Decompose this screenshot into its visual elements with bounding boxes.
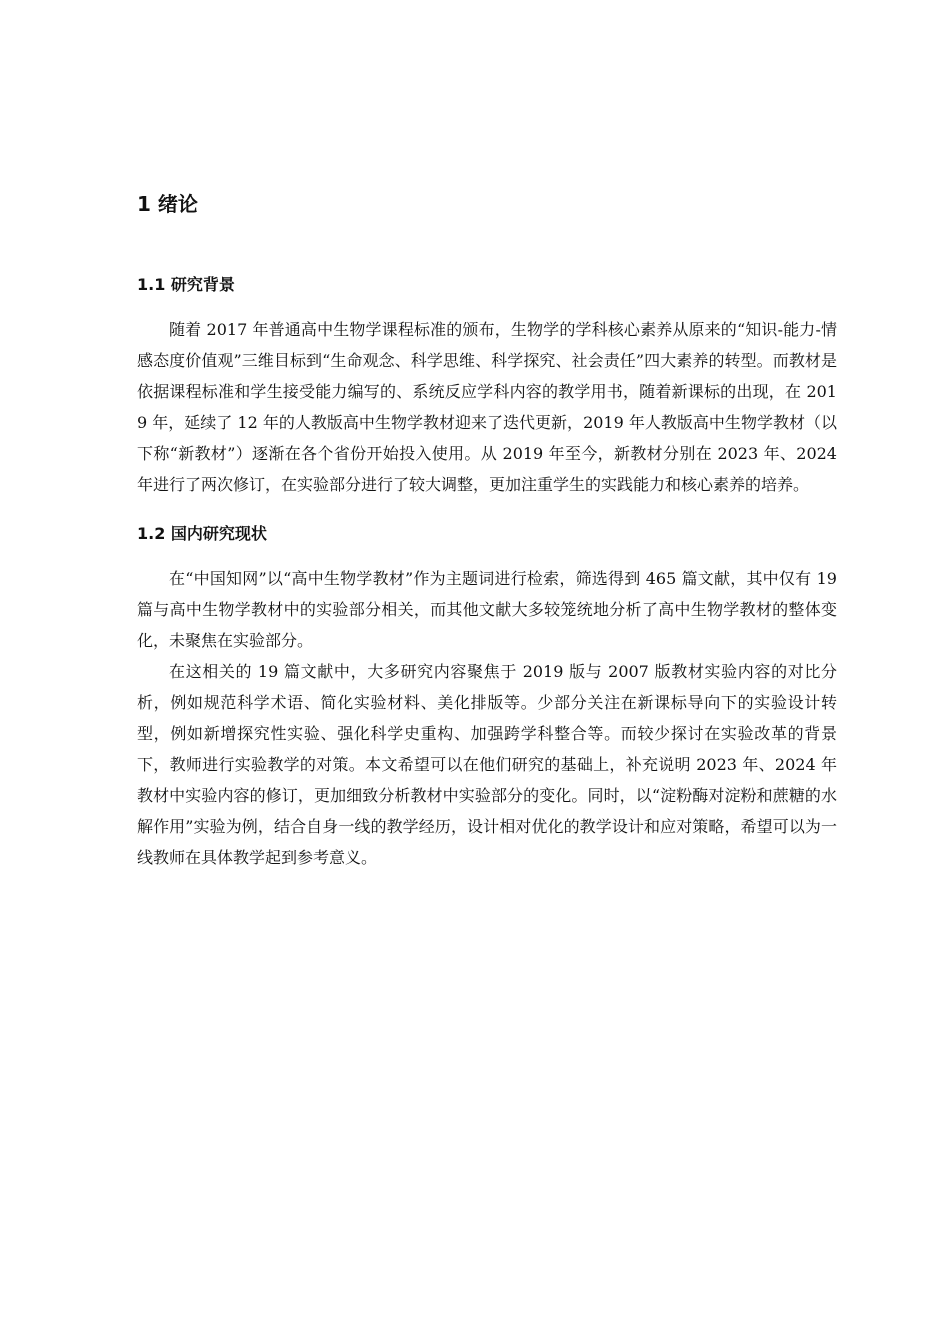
body-paragraph: 随着 2017 年普通高中生物学课程标准的颁布，生物学的学科核心素养从原来的“知识-能力-情感态度价值观”三维目标到“生命观念、科学思维、科学探究、社会责任”四大素养的转型。而教材是依据课程标准和学生接受能力编写的、系统反应学科内容的教学用书，随着新课标的出现，在 2019 年，延续了 12 年的人教版高中生物学教材迎来了迭代更新，2019 年人教版高中生物学教材（以下称“新教材”）逐渐在各个省份开始投入使用。从 2019 年至今，新教材分别在 2023 年、2024 年进行了两次修订，在实验部分进行了较大调整，更加注重学生的实践能力和核心素养的培养。: [137, 320, 837, 495]
page-content: [137, 188, 837, 894]
section-background: [137, 272, 837, 501]
section-domestic-research: [137, 521, 837, 874]
body-paragraph: 在“中国知网”以“高中生物学教材”作为主题词进行检索，筛选得到 465 篇文献，其中仅有 19 篇与高中生物学教材中的实验部分相关，而其他文献大多较笼统地分析了高中生物学教材的整体变化，未聚焦在实验部分。: [137, 568, 837, 650]
section-heading: 1.1 研究背景: [137, 275, 235, 294]
body-paragraph: 在这相关的 19 篇文献中，大多研究内容聚焦于 2019 版与 2007 版教材实验内容的对比分析，例如规范科学术语、简化实验材料、美化排版等。少部分关注在新课标导向下的实验设计转型，例如新增探究性实验、强化科学史重构、加强跨学科整合等。而较少探讨在实验改革的背景下，教师进行实验教学的对策。本文希望可以在他们研究的基础上，补充说明 2023 年、2024 年教材中实验内容的修订，更加细致分析教材中实验部分的变化。同时，以“淀粉酶对淀粉和蔗糖的水解作用”实验为例，结合自身一线的教学经历，设计相对优化的教学设计和应对策略，希望可以为一线教师在具体教学起到参考意义。: [137, 661, 837, 868]
chapter-title: 1 绪论: [137, 192, 198, 216]
section-heading: 1.2 国内研究现状: [137, 523, 267, 543]
